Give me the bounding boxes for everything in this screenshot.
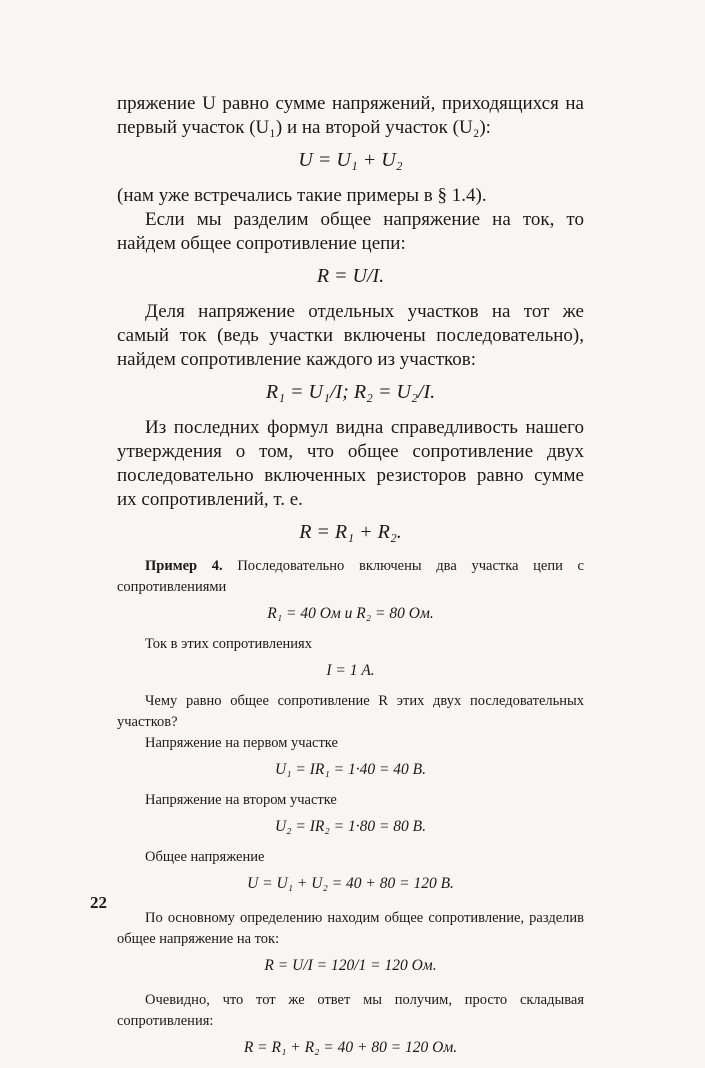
paragraph-obvious: Очевидно, что тот же ответ мы получим, просто складывая сопротивления: bbox=[117, 992, 584, 1029]
paragraph-total-voltage: Общее напряжение bbox=[145, 849, 265, 865]
formula-series-sum: R = R₁ + R₂. bbox=[299, 521, 402, 543]
paragraph-total-resistance: Если мы разделим общее напряжение на ток, то найдем общее сопротивление цепи: bbox=[117, 209, 584, 254]
formula-total-voltage: U = U₁ + U₂ = 40 + 80 = 120 В. bbox=[247, 875, 454, 892]
formula-voltage-sum: U = U₁ + U₂ bbox=[298, 149, 403, 171]
paragraph-conclusion: Из последних формул видна справедливость нашего утверждения о том, что общее сопротивление двух последовательно включенных резисторов равно сумме их сопротивлений, т. е. bbox=[117, 417, 584, 510]
example-text: Последовательно включены два участка цепи с сопротивлениями bbox=[117, 558, 584, 595]
paragraph-section-resistance: Деля напряжение отдельных участков на тот же самый ток (ведь участки включены последовательно), найдем сопротивление каждого из участков: bbox=[117, 301, 584, 370]
example-label: Пример 4. bbox=[145, 558, 223, 574]
paragraph-reference: (нам уже встречались такие примеры в § 1.4). bbox=[117, 185, 487, 206]
page-body bbox=[117, 92, 584, 1068]
formula-voltage-first: U₁ = IR₁ = 1·40 = 40 В. bbox=[274, 761, 427, 778]
paragraph-question: Чему равно общее сопротивление R этих двух последовательных участков? bbox=[117, 693, 584, 730]
example-paragraph bbox=[117, 556, 584, 598]
page-number: 22 bbox=[90, 893, 107, 912]
formula-voltage-second: U₂ = IR₂ = 1·80 = 80 В. bbox=[274, 818, 427, 835]
formula-section-resistances: R₁ = U₁/I; R₂ = U₂/I. bbox=[265, 381, 436, 403]
formula-example-resistances: R₁ = 40 Ом и R₂ = 80 Ом. bbox=[267, 605, 434, 622]
paragraph-basic-definition: По основному определению находим общее сопротивление, разделив общее напряжение на ток: bbox=[117, 910, 584, 947]
paragraph-current: Ток в этих сопротивлениях bbox=[145, 636, 312, 652]
formula-total-resistance: R = U/I = 120/1 = 120 Ом. bbox=[264, 957, 437, 974]
paragraph-voltage-sum: пряжение U равно сумме напряжений, приходящихся на первый участок (U₁) и на второй участок (U₂): bbox=[117, 93, 584, 138]
paragraph-voltage-second: Напряжение на втором участке bbox=[145, 792, 337, 808]
formula-ohm-law: R = U/I. bbox=[316, 265, 385, 287]
formula-current: I = 1 А. bbox=[326, 662, 375, 679]
paragraph-voltage-first: Напряжение на первом участке bbox=[145, 735, 338, 751]
formula-sum-resistances: R = R₁ + R₂ = 40 + 80 = 120 Ом. bbox=[243, 1039, 458, 1056]
